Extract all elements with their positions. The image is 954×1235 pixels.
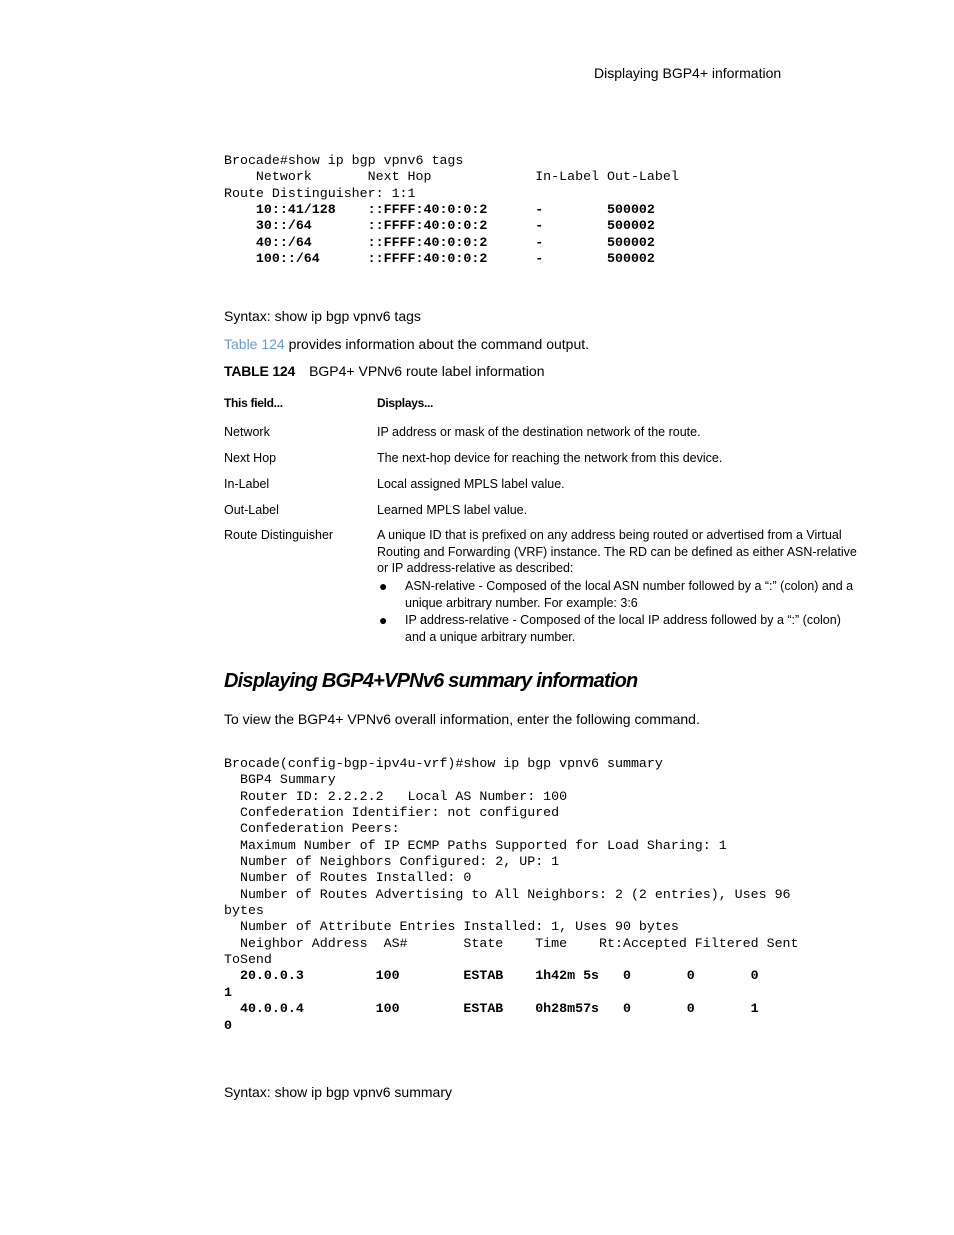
bullet-icon: ●: [379, 612, 388, 628]
bullet-icon: ●: [379, 578, 388, 594]
table-cell-field: Route Distinguisher: [224, 528, 334, 542]
table-header-field: This field...: [224, 396, 283, 410]
code-line: bytes: [224, 903, 264, 919]
list-item-text: ASN-relative - Composed of the local ASN number followed by a “:” (colon) and a unique arbitrary number. For example: 3:6: [405, 579, 854, 610]
code-line: Route Distinguisher: 1:1: [224, 185, 416, 201]
list-item: [377, 612, 857, 645]
table-cell-field: In-Label: [224, 477, 270, 491]
table-cell-desc: Local assigned MPLS label value.: [377, 477, 565, 491]
table-cell-desc: The next-hop device for reaching the network from this device.: [377, 451, 723, 465]
table-link[interactable]: Table 124: [224, 336, 285, 352]
table-cell-field: Next Hop: [224, 451, 277, 465]
code-line-bold: 0: [224, 1017, 232, 1033]
code-line: Confederation Identifier: not configured: [224, 805, 560, 821]
syntax-tags: Syntax: show ip bgp vpnv6 tags: [224, 308, 421, 324]
table-intro-text: provides information about the command output.: [284, 336, 590, 352]
list-item: [377, 578, 857, 611]
rd-bullet-list: [377, 578, 857, 646]
code-line-bold: 40::/64 ::FFFF:40:0:0:2 - 500002: [224, 234, 655, 250]
code-line: Neighbor Address AS# State Time Rt:Accepted Filtered Sent: [224, 935, 799, 951]
list-item-text: IP address-relative - Composed of the local IP address followed by a “:” (colon) and a unique arbitrary number.: [405, 613, 841, 644]
code-line: ToSend: [224, 952, 272, 968]
table-cell-field: Network: [224, 425, 270, 439]
section-intro: To view the BGP4+ VPNv6 overall information, enter the following command.: [224, 711, 700, 727]
syntax-summary: Syntax: show ip bgp vpnv6 summary: [224, 1084, 452, 1100]
code-line: Brocade#show ip bgp vpnv6 tags: [224, 153, 464, 168]
code-block-summary: [224, 756, 799, 1034]
code-line-bold: 40.0.0.4 100 ESTAB 0h28m57s 0 0 1: [224, 1001, 759, 1017]
code-line: Number of Neighbors Configured: 2, UP: 1: [224, 854, 560, 870]
table-cell-field: Out-Label: [224, 503, 279, 517]
code-line-bold: 1: [224, 984, 232, 1000]
table-cell-desc: A unique ID that is prefixed on any address being routed or advertised from a Virtual Routing and Forwarding (VRF) instance. The RD can be defined as either ASN-relative or IP address-relative as described:: [377, 528, 857, 575]
code-line: Router ID: 2.2.2.2 Local AS Number: 100: [224, 788, 568, 804]
code-line-bold: 30::/64 ::FFFF:40:0:0:2 - 500002: [224, 218, 655, 234]
table-intro: [224, 336, 589, 352]
table-caption-number: TABLE 124: [224, 363, 296, 379]
code-line: Number of Routes Installed: 0: [224, 870, 472, 886]
table-cell-desc: IP address or mask of the destination network of the route.: [377, 425, 701, 439]
code-line-bold: 20.0.0.3 100 ESTAB 1h42m 5s 0 0 0: [224, 968, 759, 984]
section-heading: Displaying BGP4+VPNv6 summary information: [224, 670, 638, 692]
code-line-bold: 100::/64 ::FFFF:40:0:0:2 - 500002: [224, 251, 655, 267]
running-header: Displaying BGP4+ information: [594, 65, 782, 81]
code-line: BGP4 Summary: [224, 772, 336, 788]
table-caption-title: BGP4+ VPNv6 route label information: [309, 363, 545, 379]
code-line: Network Next Hop In-Label Out-Label: [224, 169, 679, 185]
code-line: Number of Attribute Entries Installed: 1, Uses 90 bytes: [224, 919, 679, 935]
code-line: Number of Routes Advertising to All Neighbors: 2 (2 entries), Uses 96: [224, 886, 791, 902]
code-line: Maximum Number of IP ECMP Paths Supported for Load Sharing: 1: [224, 837, 727, 853]
code-line: Confederation Peers:: [224, 821, 400, 837]
code-line-bold: 10::41/128 ::FFFF:40:0:0:2 - 500002: [224, 202, 655, 218]
table-caption: [224, 363, 544, 379]
table-header-displays: Displays...: [377, 396, 434, 410]
table-cell-desc: Learned MPLS label value.: [377, 503, 528, 517]
code-block-tags: [224, 153, 679, 267]
code-line: Brocade(config-bgp-ipv4u-vrf)#show ip bgp vpnv6 summary: [224, 756, 663, 771]
